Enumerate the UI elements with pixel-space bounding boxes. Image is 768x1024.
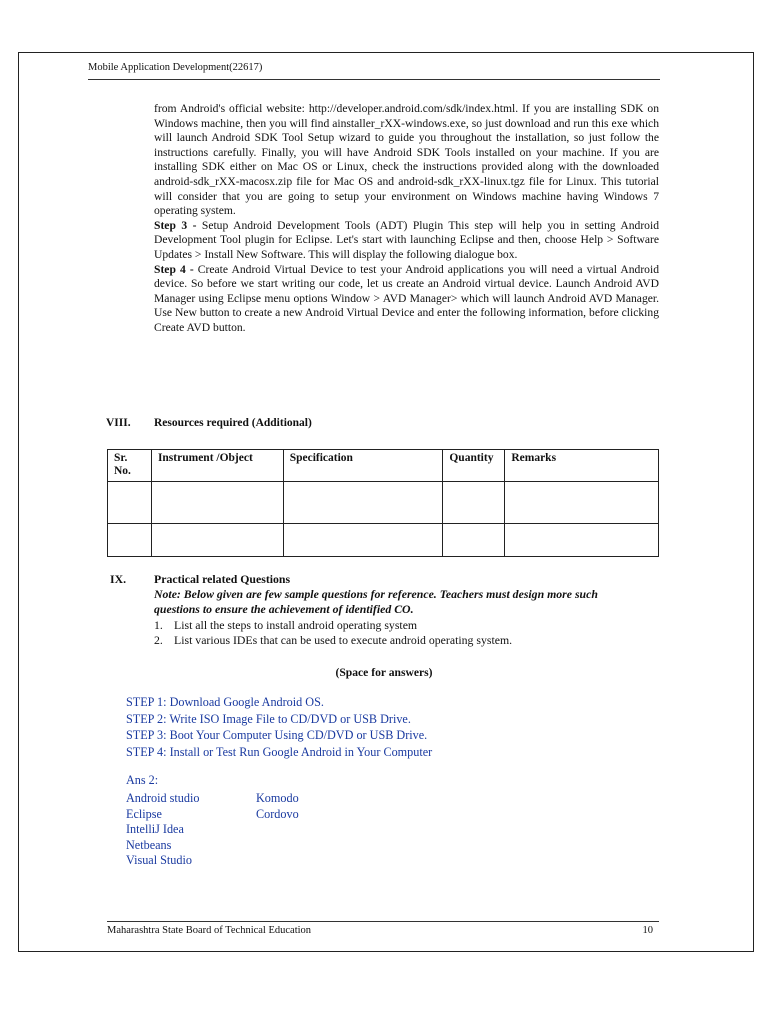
table-cell <box>283 524 443 557</box>
section-ix-note: Note: Below given are few sample questions for reference. Teachers must design more such questions to ensure the achievement of identified CO. <box>154 587 598 616</box>
table-row <box>108 524 659 557</box>
ide-list-column-2 <box>256 791 299 822</box>
question-number: 2. <box>154 633 163 647</box>
list-item: Cordovo <box>256 806 299 821</box>
table-header-remarks: Remarks <box>505 450 659 482</box>
answer-step: STEP 4: Install or Test Run Google Android in Your Computer <box>126 744 433 759</box>
table-cell <box>108 524 152 557</box>
section-viii-heading <box>106 417 312 429</box>
ide-list-column-1 <box>126 791 199 869</box>
list-item: Komodo <box>256 791 299 805</box>
page-footer <box>107 921 659 937</box>
list-item: Eclipse <box>126 806 162 821</box>
table-cell <box>505 524 659 557</box>
list-item: IntelliJ Idea <box>126 822 184 836</box>
step-3-label: Step 3 - <box>154 218 197 232</box>
page-header <box>88 62 660 80</box>
table-cell <box>443 482 505 524</box>
list-item <box>154 633 512 648</box>
answer-step: STEP 1: Download Google Android OS. <box>126 695 324 709</box>
table-cell <box>443 524 505 557</box>
question-text: List various IDEs that can be used to execute android operating system. <box>174 633 513 647</box>
list-item: Netbeans <box>126 837 172 852</box>
table-header-quantity: Quantity <box>443 450 505 482</box>
table-header-row <box>108 450 659 482</box>
paragraph-sdk-install: from Android's official website: http://developer.android.com/sdk/index.html. If you are installing SDK on Windows machine, then you will find ainstaller_rXX-windows.exe, so just download and run this exe which will launch Android SDK Tool Setup wizard to guide you throughout the installation, so just follow the instructions carefully. Finally, you will have Android SDK Tools installed on your machine. If you are installing SDK either on Mac OS or Linux, check the instructions provided along with the downloaded android-sdk_rXX-macosx.zip file for Mac OS and android-sdk_rXX-linux.tgz file for Linux. This tutorial will consider that you are going to setup your environment on Windows machine having Windows 7 operating system. <box>154 102 659 218</box>
answer-step: STEP 2: Write ISO Image File to CD/DVD or USB Drive. <box>126 711 411 726</box>
section-ix-title: Practical related Questions <box>154 572 291 586</box>
body-text <box>154 102 659 336</box>
table-header-instrument: Instrument /Object <box>151 450 283 482</box>
list-item: Android studio <box>126 791 200 805</box>
section-viii-title: Resources required (Additional) <box>154 417 312 429</box>
table-cell <box>151 482 283 524</box>
header-title: Mobile Application Development(22617) <box>88 62 263 73</box>
table-header-sr-no: Sr. No. <box>108 450 152 482</box>
paragraph-step-4 <box>154 263 659 336</box>
table-cell <box>151 524 283 557</box>
resources-table <box>107 449 659 557</box>
list-item: Visual Studio <box>126 853 192 867</box>
section-viii-number: VIII. <box>106 417 131 429</box>
table-cell <box>283 482 443 524</box>
step-4-label: Step 4 - <box>154 262 194 276</box>
question-number: 1. <box>154 618 163 632</box>
table-row <box>108 482 659 524</box>
step-3-text: Setup Android Development Tools (ADT) Plugin This step will help you in setting Android Development Tool plugin for Eclipse. Let's start with launching Eclipse and then, choose Help > Software Updates > Install New Software. This will display the following dialogue box. <box>154 218 659 261</box>
answer-2-label: Ans 2: <box>126 773 159 787</box>
table-cell <box>505 482 659 524</box>
question-text: List all the steps to install android operating system <box>174 618 418 632</box>
answer-steps <box>126 694 432 760</box>
paragraph-step-3 <box>154 219 659 263</box>
page-number: 10 <box>642 925 653 936</box>
table-cell <box>108 482 152 524</box>
table-header-specification: Specification <box>283 450 443 482</box>
footer-text: Maharashtra State Board of Technical Education <box>107 925 312 936</box>
answer-step: STEP 3: Boot Your Computer Using CD/DVD or USB Drive. <box>126 728 428 743</box>
question-list <box>154 618 512 648</box>
list-item <box>154 618 512 633</box>
step-4-text: Create Android Virtual Device to test your Android applications you will need a virtual Android device. So before we start writing our code, let us create an Android virtual device. Launch Android AVD Manager using Eclipse menu options Window > AVD Manager> which will launch Android AVD Manager. Use New button to create a new Android Virtual Device and enter the following information, before clicking Create AVD button. <box>154 262 660 334</box>
section-ix-number: IX. <box>110 572 127 586</box>
space-for-answers-label: (Space for answers) <box>335 666 433 679</box>
